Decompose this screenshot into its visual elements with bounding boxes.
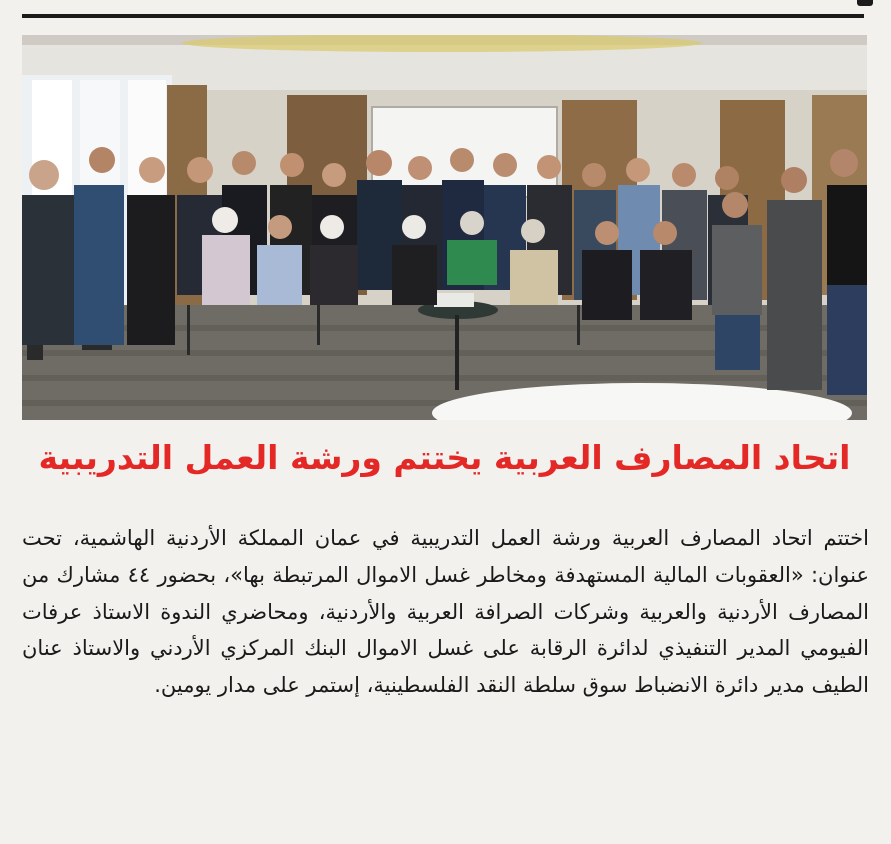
group-photo [22,35,867,420]
top-rule [22,14,864,18]
article-body: اختتم اتحاد المصارف العربية ورشة العمل التدريبية في عمان المملكة الأردنية الهاشمية، تحت عنوان: «العقوبات المالية المستهدفة ومخاطر غسل الاموال المرتبطة بها»، بحضور ٤٤ مشارك من المصارف الأردنية والعربية وشركات الصرافة العربية والأردنية، ومحاضري الندوة الاستاذ عرفات الفيومي المدير التنفيذي لدائرة الرقابة على غسل الاموال البنك المركزي الأردني والاستاذ عنان الطيف مدير دائرة الانضباط سوق سلطة النقد الفلسطينية، إستمر على مدار يومين. [22,526,870,698]
article-headline: اتحاد المصارف العربية يختتم ورشة العمل التدريبية [38,438,851,477]
page-corner-mark [857,0,873,6]
